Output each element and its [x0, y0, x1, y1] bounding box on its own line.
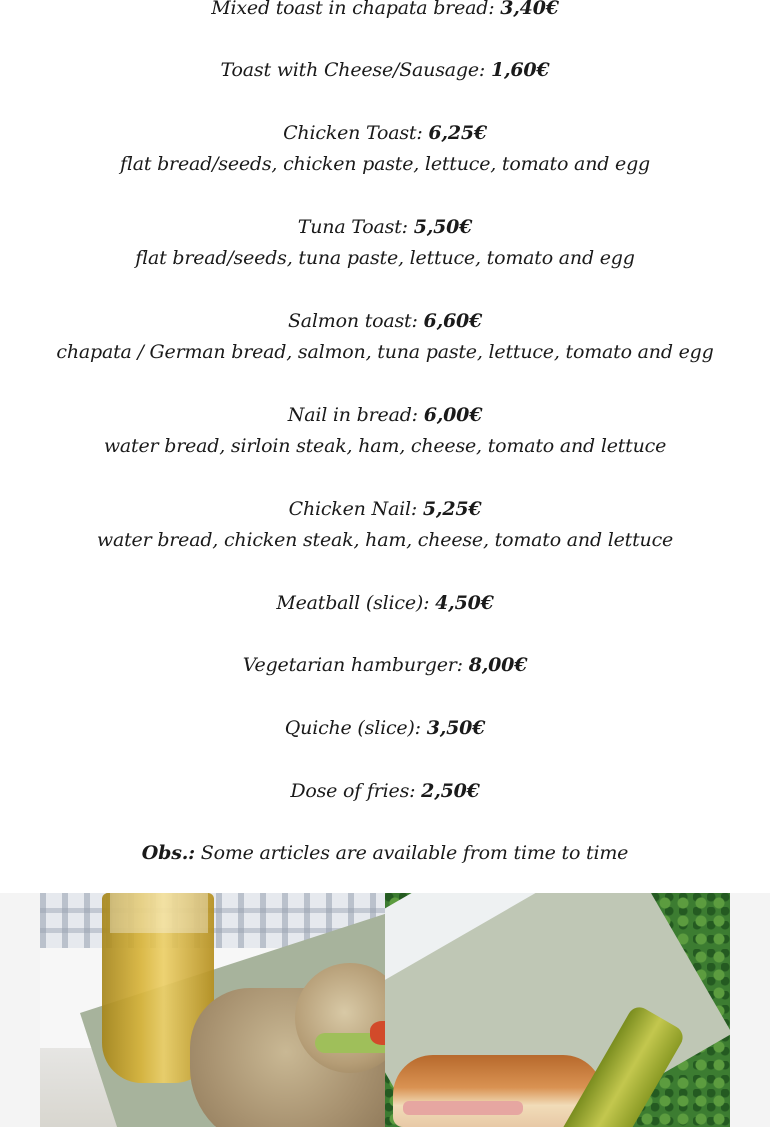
- menu-item-title: [0, 214, 770, 245]
- menu-item-title: [0, 778, 770, 809]
- menu-item-title: [0, 402, 770, 433]
- item-price: 6,60€: [423, 310, 483, 332]
- menu-item-fries: [0, 778, 770, 809]
- item-price: 3,40€: [500, 0, 559, 19]
- menu-item-title: [0, 652, 770, 683]
- menu-item-mixed-toast: [0, 0, 770, 26]
- note-text: Some articles are available from time to time: [200, 842, 629, 864]
- menu-item-salmon-toast: [0, 308, 770, 370]
- menu-item-title: [0, 0, 770, 26]
- note-label: Obs.:: [141, 842, 195, 864]
- menu-item-title: [0, 57, 770, 88]
- menu-item-title: [0, 120, 770, 151]
- item-price: 4,50€: [435, 592, 494, 614]
- menu-item-quiche: [0, 715, 770, 746]
- menu-item-tuna-toast: [0, 214, 770, 276]
- menu-item-title: [0, 715, 770, 746]
- tomato: [370, 1021, 385, 1045]
- item-name: Salmon toast:: [287, 310, 418, 332]
- item-price: 5,25€: [422, 498, 482, 520]
- item-description: flat bread/seeds, chicken paste, lettuce, tomato and egg: [119, 153, 650, 175]
- item-name: Meatball (slice):: [276, 592, 430, 614]
- item-price: 3,50€: [426, 717, 486, 739]
- menu-item-vegetarian-hamburger: [0, 652, 770, 683]
- item-name: Tuna Toast:: [297, 216, 408, 238]
- menu-item-title: [0, 590, 770, 621]
- item-name: Vegetarian hamburger:: [242, 654, 463, 676]
- menu-item-chicken-toast: [0, 120, 770, 182]
- ham-filling: [403, 1101, 523, 1115]
- item-price: 6,25€: [428, 122, 487, 144]
- item-name: Mixed toast in chapata bread:: [211, 0, 495, 19]
- item-price: 5,50€: [413, 216, 473, 238]
- item-name: Dose of fries:: [290, 780, 416, 802]
- item-description: flat bread/seeds, tuna paste, lettuce, tomato and egg: [135, 247, 635, 269]
- menu-item-toast-cheese-sausage: [0, 57, 770, 88]
- item-description: water bread, sirloin steak, ham, cheese, tomato and lettuce: [103, 435, 667, 457]
- item-name: Chicken Toast:: [283, 122, 423, 144]
- menu-item-nail-in-bread: [0, 402, 770, 464]
- item-description: water bread, chicken steak, ham, cheese, tomato and lettuce: [96, 529, 674, 551]
- item-price: 6,00€: [423, 404, 483, 426]
- item-name: Toast with Cheese/Sausage:: [220, 59, 486, 81]
- toast-with-beer-photo[interactable]: [40, 893, 385, 1127]
- item-price: 1,60€: [490, 59, 550, 81]
- menu-item-title: [0, 308, 770, 339]
- item-price: 2,50€: [421, 780, 480, 802]
- menu-item-meatball: [0, 590, 770, 621]
- item-description: chapata / German bread, salmon, tuna paste, lettuce, tomato and egg: [56, 341, 714, 363]
- menu-item-chicken-nail: [0, 496, 770, 558]
- menu-note: [0, 840, 770, 871]
- item-price: 8,00€: [468, 654, 528, 676]
- item-name: Chicken Nail:: [288, 498, 418, 520]
- glass-highlight: [110, 893, 208, 933]
- baguette-sandwich-photo[interactable]: [385, 893, 730, 1127]
- menu-item-title: [0, 496, 770, 527]
- photo-gallery: [0, 893, 770, 1127]
- item-name: Nail in bread:: [287, 404, 418, 426]
- item-name: Quiche (slice):: [284, 717, 421, 739]
